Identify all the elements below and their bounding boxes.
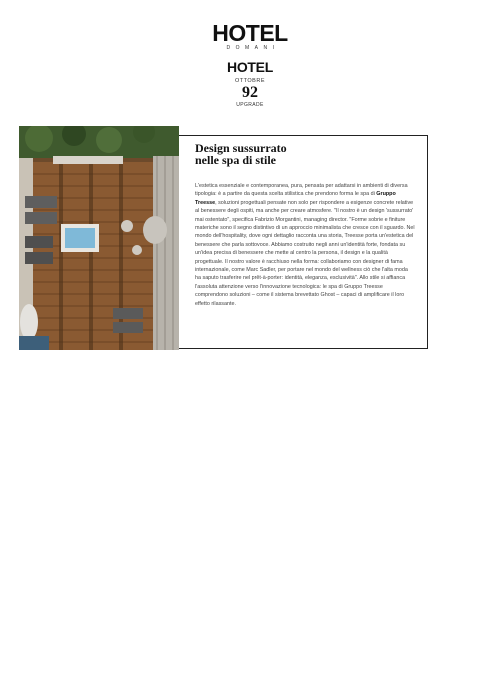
- issue-number: 92: [242, 84, 258, 101]
- brand-name: Gruppo Treesse: [195, 191, 396, 206]
- issue-logo: HOTEL: [227, 59, 273, 75]
- article-body: [195, 182, 415, 308]
- masthead: [0, 22, 500, 51]
- issue-month: OTTOBRE: [235, 78, 265, 84]
- issue-section: UPGRADE: [236, 102, 264, 108]
- body-part-2: , soluzioni progettuali pensate non solo per rispondere a esigenze concrete relative al benessere degli ospiti, ma anche per creare atmosfere. "Il nostro è un design 'sussurrato' mai ostentato", specifica Fabrizio Morgantini, managing director. "Forme sobrie e finiture materiche sono il segno distintivo di un approccio minimalista che cresce con il sguardo. Nel mondo dell'hospitality, dove ogni dettaglio racconta una storia, Treesse porta un'estetica del benessere che parla sottovoce. Abbiamo costruito negli anni un'identità forte, fondata su un'idea precisa di benessere che mette al centro la persona, il design e la qualità progettuale. Il nostro valore è racchiuso nella forma: collaboriamo con designer di fama internazionale, come Marc Sadler, per portare nel mondo del wellness ciò che l'alta moda ha saputo trasferire nel prêt-à-porter: identità, eleganza, esclusività". Allo stile si affianca l'assoluta attenzione verso l'innovazione tecnologica: le spa di Gruppo Treesse comprendono soluzioni – come il sistema brevettato Ghost – capaci di amplificare il loro effetto rilassante.: [195, 199, 415, 307]
- frame-right-line: [427, 135, 428, 349]
- body-part-1: L'estetica essenziale e contemporanea, pura, pensata per adattarsi in ambienti di diversa tipologia: è a partire da questa scelta stilistica che prendono forma le spa di: [195, 183, 408, 198]
- article-headline: [195, 142, 395, 166]
- frame-bottom-line: [178, 348, 428, 349]
- masthead-subtitle: DOMANI: [226, 45, 280, 51]
- masthead-title: HOTEL: [212, 20, 288, 46]
- frame-top-line: [178, 135, 428, 136]
- headline-line-1: Design sussurrato: [195, 141, 287, 155]
- headline-line-2: nelle spa di stile: [195, 153, 277, 167]
- article-photo: [19, 126, 179, 350]
- issue-info: [0, 60, 500, 108]
